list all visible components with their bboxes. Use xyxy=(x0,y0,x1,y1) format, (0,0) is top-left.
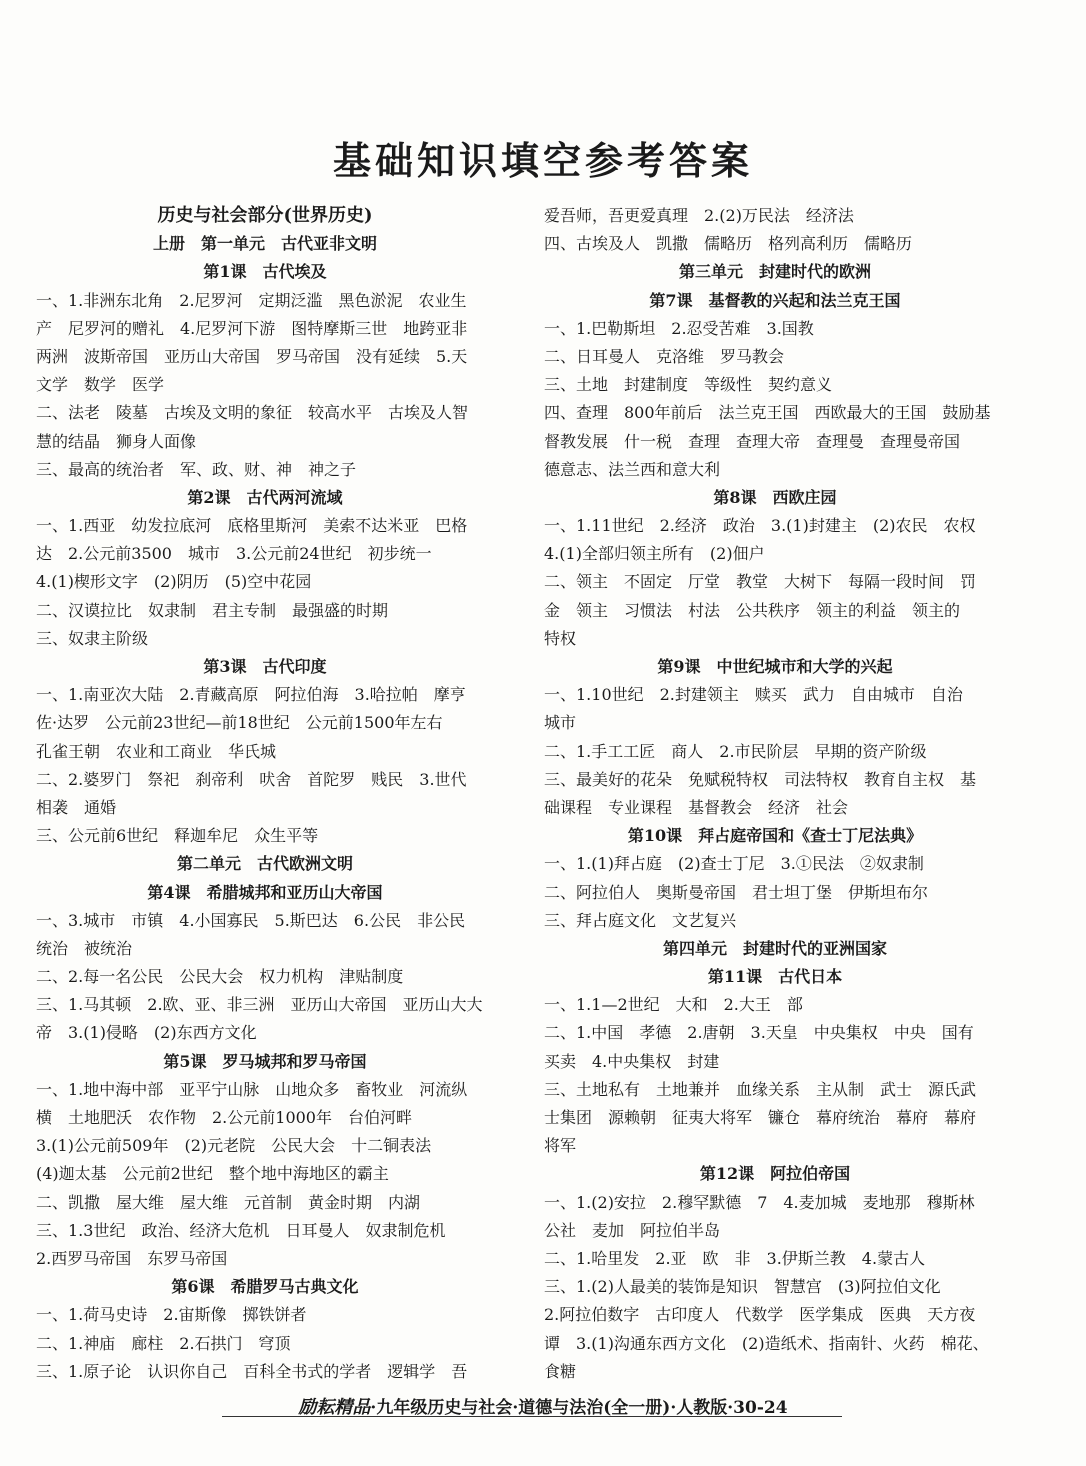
answer-line: 一、1.(1)拜占庭 (2)查士丁尼 3.①民法 ②奴隶制 xyxy=(544,854,924,874)
section-heading: 第11课 古代日本 xyxy=(707,967,843,987)
answer-line: 城市 xyxy=(544,713,577,733)
answer-line: 一、1.南亚次大陆 2.青藏高原 阿拉伯海 3.哈拉帕 摩亨 xyxy=(36,685,466,705)
answer-line: 三、拜占庭文化 文艺复兴 xyxy=(544,910,737,930)
answer-line: 一、1.1—2世纪 大和 2.大王 部 xyxy=(544,995,803,1015)
answer-line: 爱吾师，吾更爱真理 2.(2)万民法 经济法 xyxy=(544,206,854,225)
answer-line: 三、1.3世纪 政治、经济大危机 日耳曼人 奴隶制危机 xyxy=(36,1220,446,1240)
answer-line: 慧的结晶 狮身人面像 xyxy=(36,431,197,451)
answer-line: 一、1.荷马史诗 2.宙斯像 掷铁饼者 xyxy=(36,1305,307,1325)
section-heading: 上册 第一单元 古代亚非文明 xyxy=(152,234,377,254)
answer-line: 佐·达罗 公元前23世纪—前18世纪 公元前1500年左右 xyxy=(36,713,443,733)
answer-line: 金 领主 习惯法 村法 公共秩序 领主的利益 领主的 xyxy=(544,600,961,620)
answer-line: 两洲 波斯帝国 亚历山大帝国 罗马帝国 没有延续 5.天 xyxy=(36,346,468,366)
answer-line: 买卖 4.中央集权 封建 xyxy=(544,1051,720,1071)
section-heading: 第二单元 古代欧洲文明 xyxy=(176,854,353,874)
section-heading: 第2课 古代两河流域 xyxy=(187,487,343,507)
footer-rule xyxy=(222,1416,842,1417)
answer-line: 一、1.非洲东北角 2.尼罗河 定期泛滥 黑色淤泥 农业生 xyxy=(36,290,467,310)
answer-line: 产 尼罗河的赠礼 4.尼罗河下游 图特摩斯三世 地跨亚非 xyxy=(36,318,468,338)
answer-line: 二、汉谟拉比 奴隶制 君主专制 最强盛的时期 xyxy=(36,600,389,620)
left-column xyxy=(36,202,494,1386)
footer-brand: 励耘精品 xyxy=(298,1397,371,1418)
footer-text: ·九年级历史与社会·道德与法治(全一册)·人教版·30-24 xyxy=(370,1398,788,1418)
section-heading: 第10课 拜占庭帝国和《查士丁尼法典》 xyxy=(627,826,923,846)
answer-line: 文学 数学 医学 xyxy=(36,375,165,395)
answer-line: 2.西罗马帝国 东罗马帝国 xyxy=(36,1248,228,1268)
answer-line: 一、1.西亚 幼发拉底河 底格里斯河 美索不达米亚 巴格 xyxy=(36,516,468,536)
answer-line: 孔雀王朝 农业和工商业 华氏城 xyxy=(36,741,277,761)
answer-line: 德意志、法兰西和意大利 xyxy=(544,459,721,479)
answer-line: 特权 xyxy=(544,628,577,648)
answer-line: 三、奴隶主阶级 xyxy=(36,628,149,648)
answer-line: 三、1.(2)人最美的装饰是知识 智慧宫 (3)阿拉伯文化 xyxy=(544,1277,941,1297)
answer-line: 3.(1)公元前509年 (2)元老院 公民大会 十二铜表法 xyxy=(36,1136,432,1156)
answer-line: 达 2.公元前3500 城市 3.公元前24世纪 初步统一 xyxy=(36,544,432,564)
answer-line: 二、凯撒 屋大维 屋大维 元首制 黄金时期 内湖 xyxy=(36,1192,421,1212)
answer-line: 一、1.巴勒斯坦 2.忍受苦难 3.国教 xyxy=(544,318,814,338)
answer-line: 一、1.11世纪 2.经济 政治 3.(1)封建主 (2)农民 农权 xyxy=(544,516,976,536)
answer-line: 一、1.(2)安拉 2.穆罕默德 7 4.麦加城 麦地那 穆斯林 xyxy=(544,1192,975,1212)
answer-line: 统治 被统治 xyxy=(36,938,133,958)
answer-line: 三、1.马其顿 2.欧、亚、非三洲 亚历山大帝国 亚历山大大 xyxy=(36,995,483,1015)
answer-line: 将军 xyxy=(544,1136,577,1156)
answer-line: 四、古埃及人 凯撒 儒略历 格列高利历 儒略历 xyxy=(544,234,913,254)
section-heading: 第5课 罗马城邦和罗马帝国 xyxy=(163,1051,367,1071)
section-heading: 第9课 中世纪城市和大学的兴起 xyxy=(657,657,893,676)
answer-line: 谭 3.(1)沟通东西方文化 (2)造纸术、指南针、火药 棉花、 xyxy=(544,1333,989,1353)
section-heading: 第四单元 封建时代的亚洲国家 xyxy=(662,938,887,958)
section-heading: 第3课 古代印度 xyxy=(203,657,327,676)
answer-line: 帝 3.(1)侵略 (2)东西方文化 xyxy=(36,1023,257,1043)
answer-line: 二、阿拉伯人 奥斯曼帝国 君士坦丁堡 伊斯坦布尔 xyxy=(544,882,929,902)
section-heading: 第12课 阿拉伯帝国 xyxy=(699,1164,851,1184)
answer-line: 相袭 通婚 xyxy=(36,797,117,817)
section-heading: 第4课 希腊城邦和亚历山大帝国 xyxy=(147,882,383,902)
section-heading: 第三单元 封建时代的欧洲 xyxy=(678,262,871,282)
answer-line: 食糖 xyxy=(544,1361,577,1381)
section-heading: 第8课 西欧庄园 xyxy=(713,487,837,507)
answer-line: 二、1.中国 孝德 2.唐朝 3.天皇 中央集权 中央 国有 xyxy=(544,1023,974,1043)
answer-line: 二、2.婆罗门 祭祀 刹帝利 吠舍 首陀罗 贱民 3.世代 xyxy=(36,769,467,789)
page-title: 基础知识填空参考答案 xyxy=(332,138,753,183)
answer-line: 三、土地 封建制度 等级性 契约意义 xyxy=(544,375,833,395)
answer-line: 二、领主 不固定 厅堂 教堂 大树下 每隔一段时间 罚 xyxy=(544,572,977,592)
answer-line: 三、公元前6世纪 释迦牟尼 众生平等 xyxy=(36,826,319,846)
answer-line: 士集团 源赖朝 征夷大将军 镰仓 幕府统治 幕府 幕府 xyxy=(544,1108,977,1127)
answer-line: 三、1.原子论 认识你自己 百科全书式的学者 逻辑学 吾 xyxy=(36,1361,468,1381)
answer-line: 三、土地私有 土地兼并 血缘关系 主从制 武士 源氏武 xyxy=(544,1079,977,1099)
answer-line: (4)迦太基 公元前2世纪 整个地中海地区的霸主 xyxy=(36,1164,389,1184)
answer-line: 二、1.神庙 廊柱 2.石拱门 穹顶 xyxy=(36,1333,291,1353)
section-heading: 历史与社会部分(世界历史) xyxy=(157,205,373,226)
answer-line: 二、日耳曼人 克洛维 罗马教会 xyxy=(544,346,785,366)
section-heading: 第7课 基督教的兴起和法兰克王国 xyxy=(649,290,901,310)
section-heading: 第1课 古代埃及 xyxy=(203,262,327,282)
answer-line: 三、最美好的花朵 免赋税特权 司法特权 教育自主权 基 xyxy=(544,769,977,789)
answer-line: 4.(1)楔形文字 (2)阴历 (5)空中花园 xyxy=(36,572,312,592)
answer-line: 四、查理 800年前后 法兰克王国 西欧最大的王国 鼓励基 xyxy=(544,403,991,423)
right-column xyxy=(544,202,1006,1386)
answer-line: 二、1.哈里发 2.亚 欧 非 3.伊斯兰教 4.蒙古人 xyxy=(544,1248,926,1268)
section-heading: 第6课 希腊罗马古典文化 xyxy=(171,1277,359,1297)
answer-line: 一、1.地中海中部 亚平宁山脉 山地众多 畜牧业 河流纵 xyxy=(36,1079,468,1099)
answer-line: 二、2.每一名公民 公民大会 权力机构 津贴制度 xyxy=(36,967,404,987)
answer-line: 三、最高的统治者 军、政、财、神 神之子 xyxy=(36,459,357,479)
answer-line: 横 土地肥沃 农作物 2.公元前1000年 台伯河畔 xyxy=(36,1108,412,1127)
answer-line: 一、3.城市 市镇 4.小国寡民 5.斯巴达 6.公民 非公民 xyxy=(36,910,466,930)
answer-line: 2.阿拉伯数字 古印度人 代数学 医学集成 医典 天方夜 xyxy=(544,1305,976,1325)
answer-line: 督教发展 什一税 查理 查理大帝 查理曼 查理曼帝国 xyxy=(544,431,961,451)
answer-line: 二、法老 陵墓 古埃及文明的象征 较高水平 古埃及人智 xyxy=(36,403,469,423)
answer-line: 一、1.10世纪 2.封建领主 赎买 武力 自由城市 自治 xyxy=(544,685,963,705)
answer-line: 础课程 专业课程 基督教会 经济 社会 xyxy=(544,797,849,817)
answer-line: 4.(1)全部归领主所有 (2)佃户 xyxy=(544,544,765,564)
answer-line: 公社 麦加 阿拉伯半岛 xyxy=(544,1220,721,1240)
answer-line: 二、1.手工工匠 商人 2.市民阶层 早期的资产阶级 xyxy=(544,741,927,761)
